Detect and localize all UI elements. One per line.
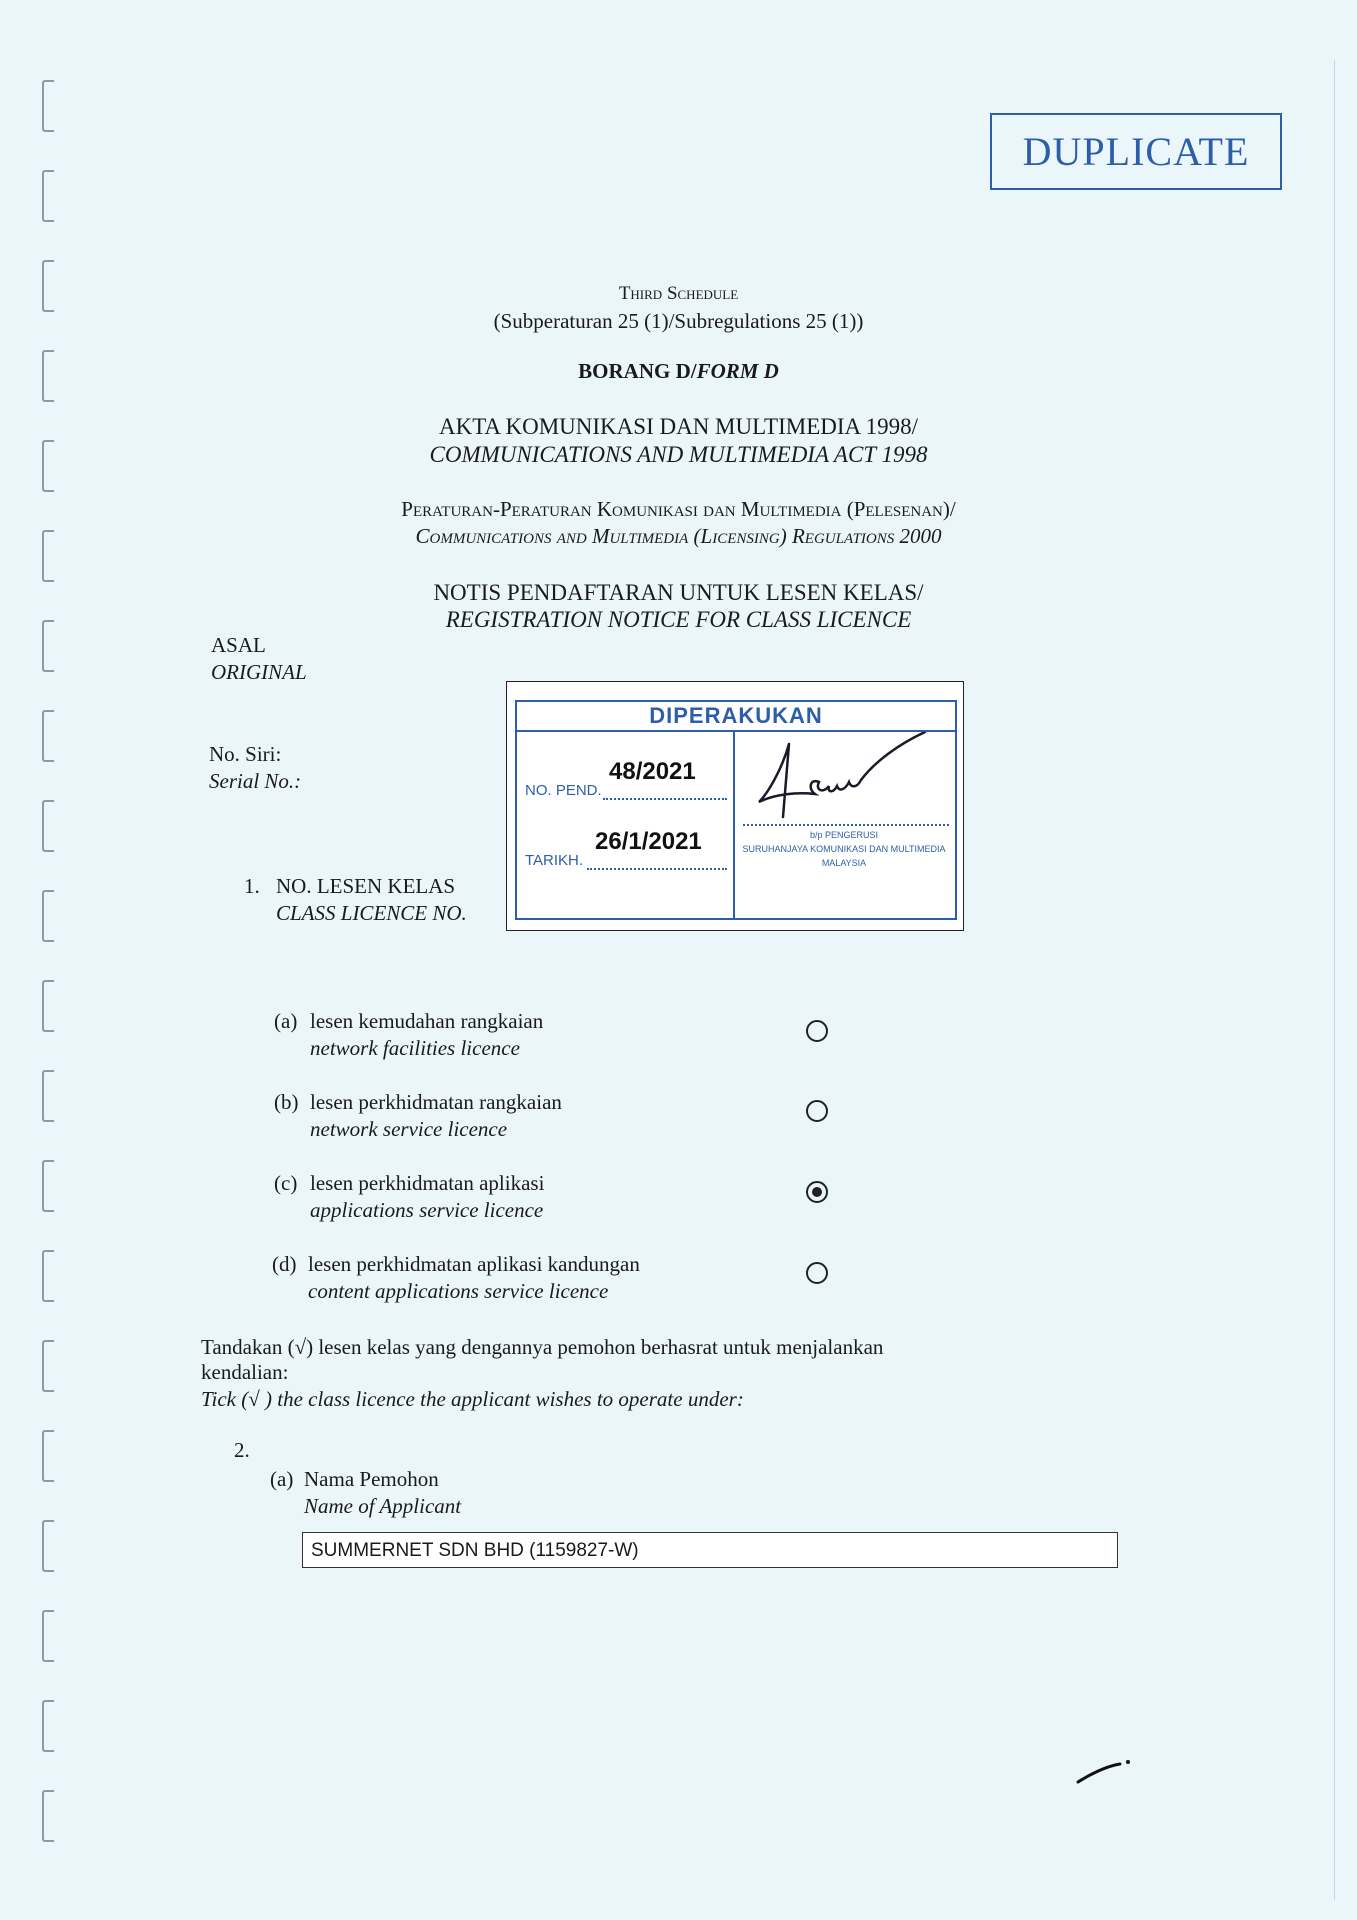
form-title (0, 359, 1357, 384)
form-title-en: FORM D (696, 359, 779, 383)
act-title-ms: AKTA KOMUNIKASI DAN MULTIMEDIA 1998/ (438, 414, 919, 439)
signature-icon (745, 732, 945, 824)
section1-number: 1. (244, 874, 260, 898)
regulation-title-ms: Peraturan-Peraturan Komunikasi dan Multimedia (Pelesenan)/ (401, 497, 956, 521)
option-a-en: network facilities licence (310, 1036, 520, 1060)
option-b-en: network service licence (310, 1117, 508, 1141)
section1-label-ms: NO. LESEN KELAS (276, 874, 456, 898)
instruction-ms-line2: kendalian: (201, 1360, 289, 1384)
option-a-ms: lesen kemudahan rangkaian (310, 1009, 544, 1033)
applicant-name-key: (a) (270, 1467, 294, 1491)
copy-type-en: ORIGINAL (211, 660, 307, 684)
option-d-radio[interactable] (806, 1262, 828, 1284)
serial-label-en: Serial No.: (209, 769, 302, 793)
option-d-key: (d) (272, 1252, 297, 1276)
ref-value: 48/2021 (609, 758, 696, 785)
duplicate-stamp: DUPLICATE (990, 113, 1282, 190)
section1-label-en: CLASS LICENCE NO. (276, 901, 467, 925)
page-edge (1334, 60, 1335, 1900)
signer-line3: MALAYSIA (821, 858, 867, 868)
selected-dot-icon (812, 1187, 822, 1197)
applicant-name-label-ms: Nama Pemohon (304, 1467, 439, 1491)
signer-line1: b/p PENGERUSI (809, 830, 879, 840)
option-b-key: (b) (274, 1090, 299, 1114)
schedule-title: Third Schedule (618, 283, 739, 304)
form-title-ms: BORANG D/ (578, 359, 697, 383)
regulation-title-en: Communications and Multimedia (Licensing) Regulations 2000 (415, 524, 942, 548)
date-label: TARIKH. (525, 852, 584, 869)
option-d-en: content applications service licence (308, 1279, 609, 1303)
applicant-name-label-en: Name of Applicant (304, 1494, 462, 1518)
act-title-en: COMMUNICATIONS AND MULTIMEDIA ACT 1998 (429, 442, 928, 467)
approval-stamp (506, 681, 964, 931)
date-value: 26/1/2021 (595, 828, 702, 855)
notice-title-ms: NOTIS PENDAFTARAN UNTUK LESEN KELAS/ (433, 580, 924, 605)
serial-label-ms: No. Siri: (209, 742, 282, 766)
ref-label: NO. PEND. (525, 782, 602, 799)
option-d-ms: lesen perkhidmatan aplikasi kandungan (308, 1252, 640, 1276)
signer-line2: SURUHANJAYA KOMUNIKASI DAN MULTIMEDIA (742, 844, 946, 854)
option-b-radio[interactable] (806, 1100, 828, 1122)
applicant-name-field[interactable]: SUMMERNET SDN BHD (1159827-W) (302, 1532, 1118, 1568)
option-b-ms: lesen perkhidmatan rangkaian (310, 1090, 562, 1114)
subregulation: (Subperaturan 25 (1)/Subregulations 25 (1)) (493, 309, 864, 333)
option-c-radio[interactable] (806, 1181, 828, 1203)
option-c-ms: lesen perkhidmatan aplikasi (310, 1171, 545, 1195)
notice-title-en: REGISTRATION NOTICE FOR CLASS LICENCE (445, 607, 912, 632)
option-c-en: applications service licence (310, 1198, 544, 1222)
copy-type-ms: ASAL (211, 633, 266, 657)
pen-mark-icon (1074, 1756, 1134, 1786)
instruction-ms-line1: Tandakan (√) lesen kelas yang dengannya pemohon berhasrat untuk menjalankan (201, 1335, 884, 1359)
option-a-radio[interactable] (806, 1020, 828, 1042)
binding-holes (28, 60, 68, 1900)
section2-number: 2. (234, 1438, 250, 1462)
option-a-key: (a) (274, 1009, 298, 1033)
stamp-title: DIPERAKUKAN (517, 702, 955, 732)
option-c-key: (c) (274, 1171, 298, 1195)
instruction-en: Tick (√ ) the class licence the applicant wishes to operate under: (201, 1387, 744, 1411)
